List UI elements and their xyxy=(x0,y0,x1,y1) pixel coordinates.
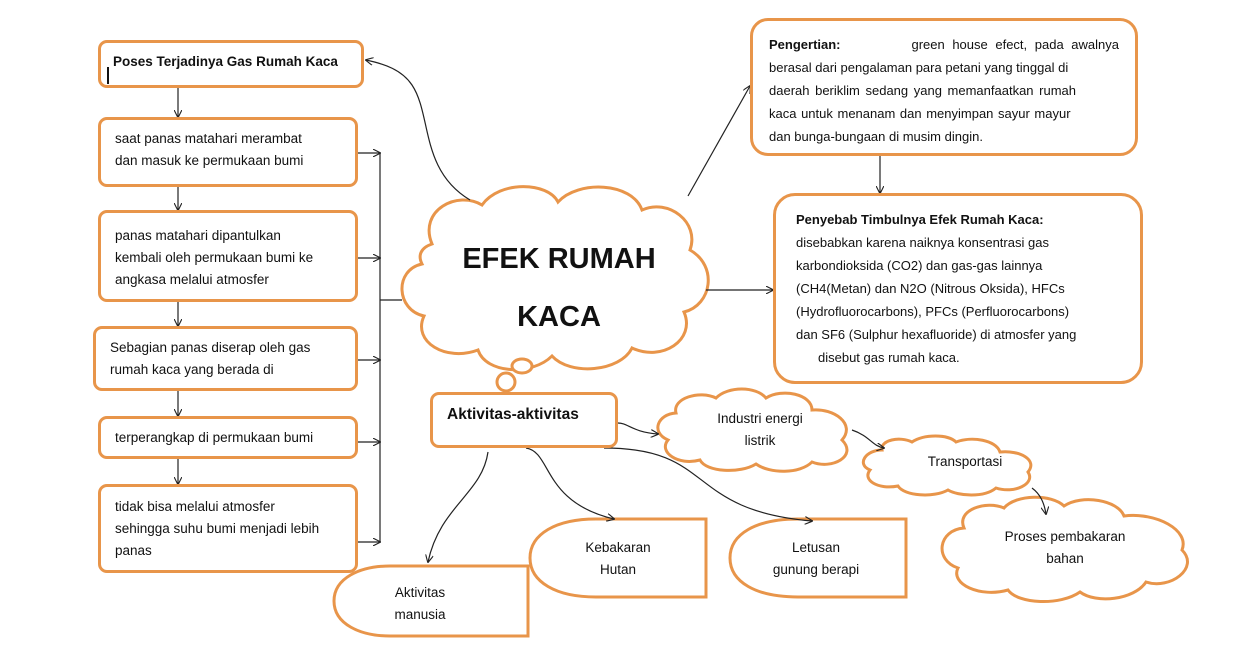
process-step-5-line: panas xyxy=(115,543,152,558)
label-volcano-line: gunung berapi xyxy=(772,562,860,577)
label-forest-fire-line: Kebakaran xyxy=(585,540,651,555)
cause-line: dan SF6 (Sulphur hexafluoride) di atmosfer yang xyxy=(796,327,1077,342)
process-step-3-line: rumah kaca yang berada di xyxy=(110,362,274,377)
central-title-line1: EFEK RUMAH xyxy=(462,243,656,275)
cause-line: (CH4(Metan) dan N2O (Nitrous Oksida), HFCs xyxy=(796,281,1065,296)
process-step-2 xyxy=(98,210,358,302)
activities-box xyxy=(430,392,618,448)
activities-title: Aktivitas-aktivitas xyxy=(447,406,579,423)
definition-line-2: berasal dari pengalaman para petani yang tinggal di xyxy=(769,60,1069,75)
definition-line-3: daerah beriklim sedang yang memanfaatkan rumah xyxy=(769,83,1077,98)
label-human-line: Aktivitas xyxy=(394,585,446,600)
definition-label: Pengertian: xyxy=(769,37,841,52)
label-transport-line: Transportasi xyxy=(927,454,1003,469)
process-step-2-line: kembali oleh permukaan bumi ke xyxy=(115,250,314,265)
label-burning-line: Proses pembakaran xyxy=(1004,529,1126,544)
definition-line-5: dan bunga-bungaan di musim dingin. xyxy=(769,129,983,144)
label-volcano-line: Letusan xyxy=(791,540,841,555)
process-step-5-line: sehingga suhu bumi menjadi lebih xyxy=(115,521,320,536)
definition-line-4: kaca untuk menanam dan menyimpan sayur mayur xyxy=(769,106,1071,121)
process-step-4-line: terperangkap di permukaan bumi xyxy=(115,430,314,445)
process-step-3-line: Sebagian panas diserap oleh gas xyxy=(110,340,311,355)
definition-line xyxy=(769,33,1119,56)
cause-title: Penyebab Timbulnya Efek Rumah Kaca: xyxy=(796,212,1044,227)
label-volcano xyxy=(746,537,886,581)
cause-line: (Hydrofluorocarbons), PFCs (Perfluorocarbons) xyxy=(796,304,1070,319)
cause-line: disebut gas rumah kaca. xyxy=(818,350,960,365)
label-human-line: manusia xyxy=(394,607,446,622)
process-step-4 xyxy=(98,416,358,459)
process-title: Poses Terjadinya Gas Rumah Kaca xyxy=(113,54,338,69)
label-industry xyxy=(690,408,830,452)
process-step-1 xyxy=(98,117,358,187)
cause-line: karbondioksida (CO2) dan gas-gas lainnya xyxy=(796,258,1043,273)
cause-line: disebabkan karena naiknya konsentrasi gas xyxy=(796,235,1049,250)
label-forest-fire xyxy=(548,537,688,581)
process-title-box xyxy=(98,40,364,88)
definition-line-1: green house efect, pada awalnya xyxy=(911,37,1119,52)
definition-box xyxy=(750,18,1138,156)
label-human xyxy=(350,582,490,626)
label-burning-line: bahan xyxy=(1046,551,1084,566)
text-cursor xyxy=(107,67,109,84)
label-transport xyxy=(895,451,1035,473)
process-step-1-line: saat panas matahari merambat xyxy=(115,131,302,146)
label-industry-line: listrik xyxy=(744,433,776,448)
process-step-2-line: panas matahari dipantulkan xyxy=(115,228,281,243)
process-step-3 xyxy=(93,326,358,391)
process-step-5 xyxy=(98,484,358,573)
process-step-5-line: tidak bisa melalui atmosfer xyxy=(115,499,275,514)
process-step-2-line: angkasa melalui atmosfer xyxy=(115,272,269,287)
cause-box xyxy=(773,193,1143,384)
process-step-1-line: dan masuk ke permukaan bumi xyxy=(115,153,304,168)
label-industry-line: Industri energi xyxy=(717,411,803,426)
label-forest-fire-line: Hutan xyxy=(599,562,637,577)
central-title xyxy=(448,230,670,346)
label-burning xyxy=(975,526,1155,570)
central-title-line2: KACA xyxy=(517,301,601,333)
